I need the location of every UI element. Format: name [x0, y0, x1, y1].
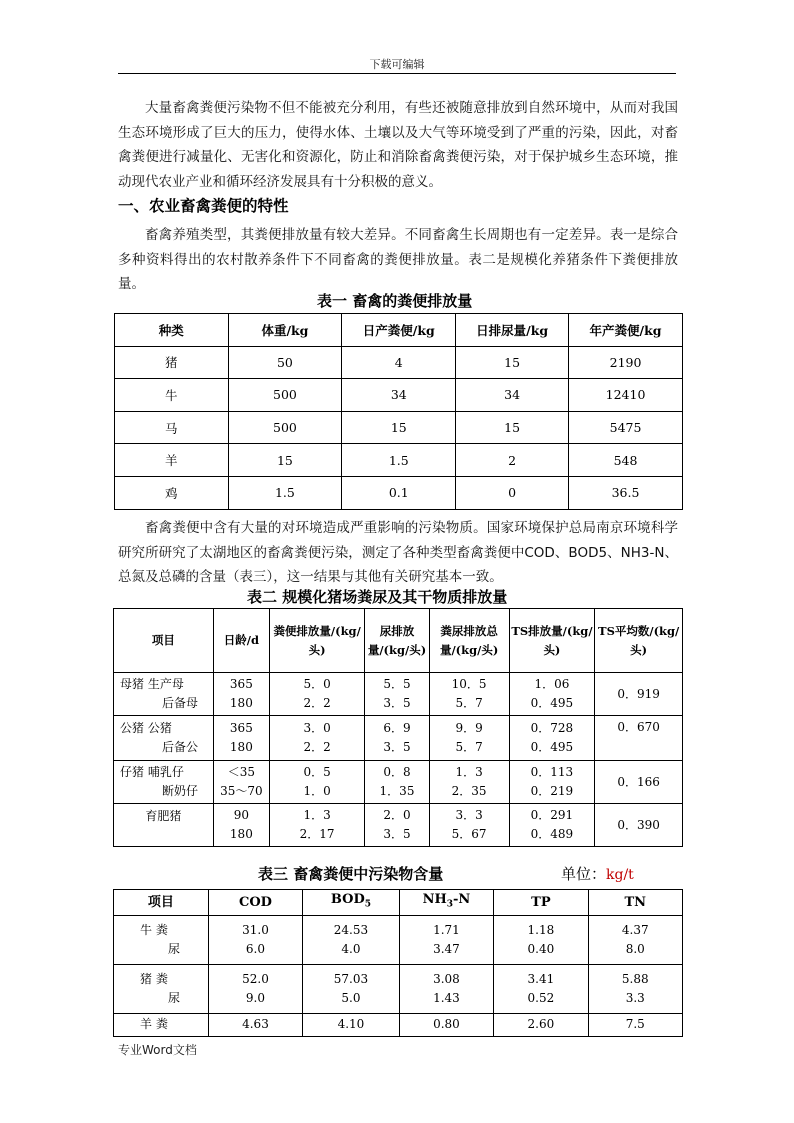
table-row	[115, 476, 683, 509]
table-header-row	[114, 890, 683, 916]
row-label-line: 母猪 生产母	[120, 677, 184, 691]
table-row	[114, 1013, 683, 1036]
table-row-label	[114, 761, 214, 804]
table-cell: 1.5	[342, 444, 456, 477]
table-header-cell: 体重/kg	[228, 314, 342, 347]
table-cell: 4.10	[303, 1013, 400, 1036]
table-cell: 15	[456, 411, 569, 444]
table-cell: 1．3 2．17	[269, 804, 364, 847]
table1	[114, 313, 683, 510]
table-cell: 0．5 1．0	[269, 761, 364, 804]
table-row-label: 羊 粪	[114, 1013, 209, 1036]
table-cell: 0．166	[595, 761, 683, 804]
table-header-cell: TS平均数/(kg/头)	[595, 609, 683, 673]
table-header-cell: TN	[588, 890, 682, 916]
table-header-cell: $BOD_5$	[303, 890, 400, 916]
table-cell: 牛	[115, 379, 229, 412]
table-cell: 2.60	[494, 1013, 588, 1036]
table-header-cell: TP	[494, 890, 588, 916]
table-cell: 15	[456, 346, 569, 379]
row-label-line: 断奶仔	[162, 784, 199, 798]
table-header-cell: 年产粪便/kg	[569, 314, 683, 347]
table-header-row	[115, 314, 683, 347]
table-header-cell: 种类	[115, 314, 229, 347]
table-header-cell: 项目	[114, 609, 214, 673]
table-cell: 5475	[569, 411, 683, 444]
table-cell: 57.03 5.0	[303, 964, 400, 1013]
table-cell: 4.37 8.0	[588, 915, 682, 964]
unit-value: kg/t	[606, 867, 634, 883]
table-row	[114, 716, 683, 761]
table-cell: 12410	[569, 379, 683, 412]
paragraph-2: 畜禽养殖类型，其粪便排放量有较大差异。不同畜禽生长周期也有一定差异。表一是综合多种资料得出的农村散养条件下不同畜禽的粪便排放量。表二是规模化养猪条件下粪便排放量。	[118, 227, 678, 292]
table-header-cell: TS排放量/(kg/头)	[509, 609, 595, 673]
table-header-cell: $NH_3-N$	[399, 890, 493, 916]
table-row-label: 牛 粪 尿	[114, 915, 209, 964]
table-row	[114, 673, 683, 716]
table-cell: 0	[456, 476, 569, 509]
table-cell: 鸡	[115, 476, 229, 509]
table-cell: 500	[228, 411, 342, 444]
table-row	[115, 444, 683, 477]
table-row-label	[114, 673, 214, 716]
table-cell: 52.0 9.0	[208, 964, 302, 1013]
table-cell: 0．113 0．219	[509, 761, 595, 804]
table-cell: 0.80	[399, 1013, 493, 1036]
table-cell: 0．390	[595, 804, 683, 847]
table-cell: 1．06 0．495	[509, 673, 595, 716]
table-header-cell: 粪便排放量/(kg/头)	[269, 609, 364, 673]
table-header-row	[114, 609, 683, 673]
table-cell: 15	[342, 411, 456, 444]
table-cell: 5．5 3．5	[365, 673, 429, 716]
table-cell: 90 180	[213, 804, 269, 847]
table3-unit	[561, 863, 634, 884]
table-cell: 1.5	[228, 476, 342, 509]
row-label-line: 公猪 公猪	[120, 721, 172, 735]
table-cell: 3.08 1.43	[399, 964, 493, 1013]
table-row	[114, 915, 683, 964]
table3	[113, 889, 683, 1037]
row-label-line: 后备母	[162, 696, 199, 710]
unit-label: 单位：	[561, 865, 607, 883]
paragraph-3: 畜禽粪便中含有大量的对环境造成严重影响的污染物质。国家环境保护总局南京环境科学研究所研究了太湖地区的畜禽粪便污染，测定了各种类型畜禽粪便中COD、BOD5、NH3-N、总氮及总磷的含量（表三），这一结果与其他有关研究基本一致。	[118, 520, 678, 585]
row-label-line: 后备公	[162, 740, 199, 754]
table-header-cell: 日龄/d	[213, 609, 269, 673]
table-row	[115, 379, 683, 412]
table-header-cell: COD	[208, 890, 302, 916]
table-cell: ＜35 35～70	[213, 761, 269, 804]
table-cell: 0.1	[342, 476, 456, 509]
table-header-cell: 尿排放量/(kg/头)	[365, 609, 429, 673]
table-header-cell: 日产粪便/kg	[342, 314, 456, 347]
section-heading: 一、农业畜禽粪便的特性	[118, 197, 289, 215]
table-cell: 0．8 1．35	[365, 761, 429, 804]
table-cell: 500	[228, 379, 342, 412]
table3-caption: 表三 畜禽粪便中污染物含量	[258, 865, 444, 883]
table-cell: 365 180	[213, 673, 269, 716]
table-cell: 24.53 4.0	[303, 915, 400, 964]
table-cell: 5．0 2．2	[269, 673, 364, 716]
table-row	[114, 964, 683, 1013]
table-row-label	[114, 716, 214, 761]
table-cell: 1.18 0.40	[494, 915, 588, 964]
table-cell: 7.5	[588, 1013, 682, 1036]
table-row-label	[114, 804, 214, 847]
table-cell: 1.71 3.47	[399, 915, 493, 964]
table-cell: 2190	[569, 346, 683, 379]
table-cell: 15	[228, 444, 342, 477]
table-cell: 4	[342, 346, 456, 379]
table-cell: 0．291 0．489	[509, 804, 595, 847]
table-cell: 3.41 0.52	[494, 964, 588, 1013]
table-row	[114, 804, 683, 847]
table-header-cell: 粪尿排放总量/(kg/头)	[429, 609, 509, 673]
header-divider	[118, 73, 676, 74]
table-cell: 0．670	[595, 716, 683, 761]
table-cell: 36.5	[569, 476, 683, 509]
table-header-cell: 日排尿量/kg	[456, 314, 569, 347]
table2-caption: 表二 规模化猪场粪尿及其干物质排放量	[247, 588, 508, 606]
table-cell: 猪	[115, 346, 229, 379]
table-cell: 34	[342, 379, 456, 412]
table-row	[114, 761, 683, 804]
table-cell: 3．0 2．2	[269, 716, 364, 761]
table-cell: 3．3 5．67	[429, 804, 509, 847]
table-cell: 0．919	[595, 673, 683, 716]
page-footer: 专业Word文档	[118, 1043, 197, 1057]
table-cell: 马	[115, 411, 229, 444]
table-cell: 50	[228, 346, 342, 379]
table-cell: 9．9 5．7	[429, 716, 509, 761]
table-cell: 4.63	[208, 1013, 302, 1036]
table-cell: 34	[456, 379, 569, 412]
row-label-line: 育肥猪	[145, 808, 182, 823]
intro-paragraph: 大量畜禽粪便污染物不但不能被充分利用，有些还被随意排放到自然环境中，从而对我国生态环境形成了巨大的压力，使得水体、土壤以及大气等环境受到了严重的污染，因此，对畜禽粪便进行减量化、无害化和资源化，防止和消除畜禽粪便污染，对于保护城乡生态环境，推动现代农业产业和循环经济发展具有十分积极的意义。	[118, 100, 678, 190]
table-cell: 2．0 3．5	[365, 804, 429, 847]
table-row	[115, 346, 683, 379]
row-label-line: 仔猪 哺乳仔	[120, 765, 184, 779]
table-cell: 1．3 2．35	[429, 761, 509, 804]
table-cell: 365 180	[213, 716, 269, 761]
table-cell: 31.0 6.0	[208, 915, 302, 964]
table1-caption: 表一 畜禽的粪便排放量	[317, 292, 473, 310]
table-cell: 5.88 3.3	[588, 964, 682, 1013]
table-header-cell: 项目	[114, 890, 209, 916]
table-cell: 6．9 3．5	[365, 716, 429, 761]
table-cell: 548	[569, 444, 683, 477]
table-row-label: 猪 粪 尿	[114, 964, 209, 1013]
table-cell: 羊	[115, 444, 229, 477]
table-cell: 2	[456, 444, 569, 477]
page-header: 下载可编辑	[369, 58, 425, 71]
table-row	[115, 411, 683, 444]
table-cell: 0．728 0．495	[509, 716, 595, 761]
table2	[113, 608, 683, 847]
table-cell: 10．5 5．7	[429, 673, 509, 716]
